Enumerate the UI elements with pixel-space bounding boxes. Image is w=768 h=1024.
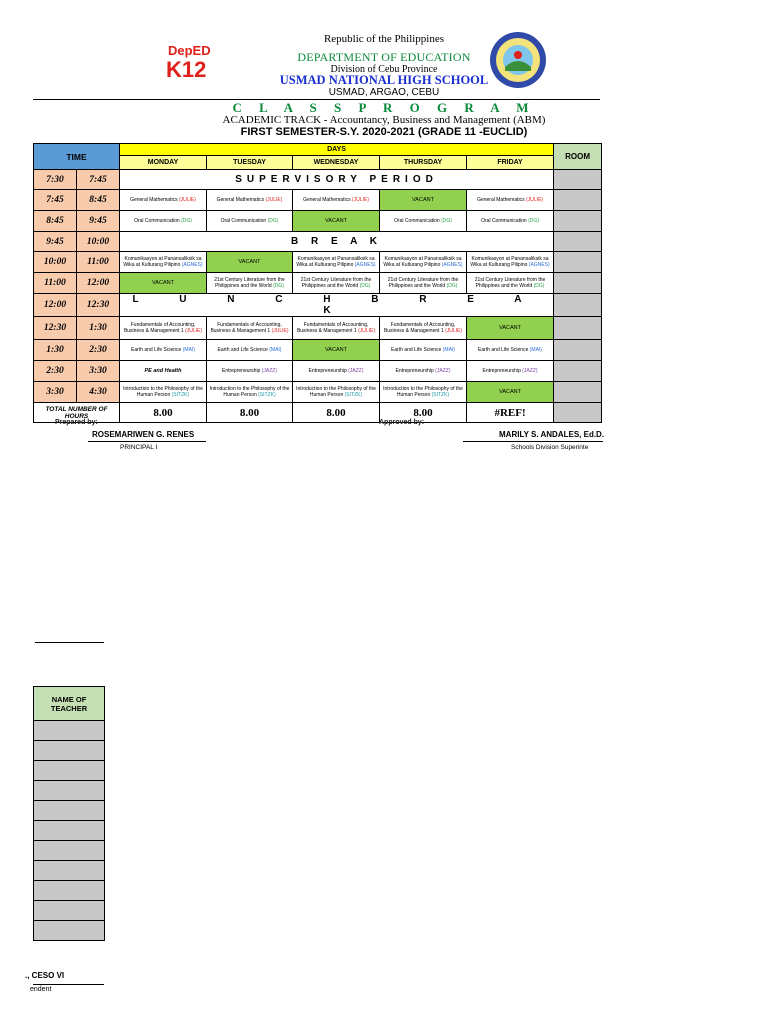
subject-cell: Earth and Life Science (MAI)	[207, 340, 293, 361]
subject-cell: Oral Communication (DG)	[120, 211, 207, 232]
room-cell	[554, 340, 602, 361]
ceso-line	[33, 984, 104, 985]
day-friday: FRIDAY	[467, 156, 554, 170]
teacher-cell	[34, 861, 105, 881]
division-name: Division of Cebu Province	[330, 64, 438, 75]
room-cell	[554, 211, 602, 232]
table-row	[34, 340, 602, 361]
room-cell	[554, 170, 602, 190]
time-end: 8:45	[77, 190, 120, 211]
time-start: 12:00	[34, 294, 77, 317]
subject-cell: Introduction to the Philosophy of the Human Person (SITZK)	[380, 382, 467, 403]
subject-cell: Earth and Life Science (MAI)	[380, 340, 467, 361]
time-end: 9:45	[77, 211, 120, 232]
time-start: 9:45	[34, 232, 77, 252]
time-start: 10:00	[34, 252, 77, 273]
table-row	[34, 211, 602, 232]
subject-cell: Komunikasyon at Panansaliksik sa Wika at Kulturang Pilipino (AGNES)	[467, 252, 554, 273]
subject-cell: Earth and Life Science (MAI)	[120, 340, 207, 361]
approver-signature-line	[463, 441, 603, 442]
time-end: 12:00	[77, 273, 120, 294]
teacher-cell	[34, 761, 105, 781]
room-cell	[554, 252, 602, 273]
time-start: 12:30	[34, 317, 77, 340]
day-wednesday: WEDNESDAY	[293, 156, 380, 170]
subject-cell: Introduction to the Philosophy of the Human Person (SITZK)	[293, 382, 380, 403]
teacher-cell	[34, 801, 105, 821]
vacant-cell: VACANT	[380, 190, 467, 211]
preparer-name: ROSEMARIWEN G. RENES	[92, 430, 195, 439]
time-end: 2:30	[77, 340, 120, 361]
time-start: 11:00	[34, 273, 77, 294]
time-end: 4:30	[77, 382, 120, 403]
table-row	[34, 294, 602, 317]
subject-cell: Komunikasyon at Panansaliksik sa Wika at Kulturang Pilipino (AGNES)	[380, 252, 467, 273]
teacher-cell	[34, 721, 105, 741]
subject-cell: Komunikasyon at Panansaliksik sa Wika at Kulturang Pilipino (AGNES)	[293, 252, 380, 273]
class-program-title: C L A S S P R O G R A M	[232, 100, 536, 115]
svg-text:DepED: DepED	[168, 43, 211, 58]
teacher-table	[33, 686, 105, 941]
subject-cell: Fundamentals of Accounting, Business & Management 1 (JULIE)	[120, 317, 207, 340]
subject-cell: 21st Century Literature from the Philippines and the World (DG)	[207, 273, 293, 294]
table-row	[34, 317, 602, 340]
day-tuesday: TUESDAY	[207, 156, 293, 170]
subject-cell: General Mathematics (JULIE)	[293, 190, 380, 211]
subject-cell: Oral Communication (DG)	[467, 211, 554, 232]
subject-cell: General Mathematics (JULIE)	[120, 190, 207, 211]
time-start: 1:30	[34, 340, 77, 361]
time-start: 7:45	[34, 190, 77, 211]
subject-cell: Fundamentals of Accounting, Business & Management 1 (JULIE)	[293, 317, 380, 340]
school-name: USMAD NATIONAL HIGH SCHOOL	[279, 73, 489, 87]
room-cell	[554, 273, 602, 294]
teacher-cell	[34, 921, 105, 941]
teacher-cell	[34, 741, 105, 761]
section-rule	[35, 642, 104, 643]
lunch-break-row: L U N C H B R E A K	[120, 294, 554, 317]
table-row	[34, 382, 602, 403]
total-hours-label: TOTAL NUMBER OF HOURS	[34, 403, 120, 423]
vacant-cell: VACANT	[293, 211, 380, 232]
total-wednesday: 8.00	[293, 403, 380, 423]
subject-cell: 21st Century Literature from the Philippines and the World (DG)	[467, 273, 554, 294]
time-start: 3:30	[34, 382, 77, 403]
room-cell	[554, 403, 602, 423]
approver-title: Schools Division Superinte	[511, 444, 589, 451]
room-cell	[554, 294, 602, 317]
time-end: 11:00	[77, 252, 120, 273]
time-end: 12:30	[77, 294, 120, 317]
endent-text: endent	[30, 986, 52, 993]
republic-line: Republic of the Philippines	[323, 33, 445, 45]
time-header: TIME	[34, 144, 120, 170]
subject-cell: General Mathematics (JULIE)	[207, 190, 293, 211]
room-cell	[554, 190, 602, 211]
subject-cell: Earth and Life Science (MAI)	[467, 340, 554, 361]
approver-name: MARILY S. ANDALES, Ed.D.	[499, 430, 605, 439]
subject-cell: Introduction to the Philosophy of the Human Person (SITZK)	[120, 382, 207, 403]
table-row	[34, 273, 602, 294]
subject-cell: Fundamentals of Accounting, Business & Management 1 (JULIE)	[380, 317, 467, 340]
svg-text:K12: K12	[166, 57, 207, 79]
room-header: ROOM	[554, 144, 602, 170]
room-cell	[554, 382, 602, 403]
vacant-cell: VACANT	[467, 382, 554, 403]
total-thursday: 8.00	[380, 403, 467, 423]
subject-cell: 21st Century Literature from the Philippines and the World (DG)	[293, 273, 380, 294]
subject-cell: Entrepreneurship (JAZZ)	[207, 361, 293, 382]
table-row	[34, 361, 602, 382]
time-end: 7:45	[77, 170, 120, 190]
subject-cell: Oral Communication (DG)	[207, 211, 293, 232]
subject-cell: Entrepreneurship (JAZZ)	[380, 361, 467, 382]
time-end: 1:30	[77, 317, 120, 340]
track-title: ACADEMIC TRACK - Accountancy, Business and Management (ABM)	[222, 114, 546, 126]
vacant-cell: VACANT	[467, 317, 554, 340]
time-end: 3:30	[77, 361, 120, 382]
supervisory-period: SUPERVISORY PERIOD	[120, 170, 554, 190]
subject-cell: Fundamentals of Accounting, Business & Management 1 (JULIE)	[207, 317, 293, 340]
prepared-by-label: Prepared by:	[55, 419, 98, 426]
subject-cell: Entrepreneurship (JAZZ)	[467, 361, 554, 382]
time-start: 8:45	[34, 211, 77, 232]
totals-row	[34, 403, 602, 423]
subject-cell: PE and Health	[120, 361, 207, 382]
teacher-cell	[34, 821, 105, 841]
time-end: 10:00	[77, 232, 120, 252]
subject-cell: Entrepreneurship (JAZZ)	[293, 361, 380, 382]
time-start: 7:30	[34, 170, 77, 190]
department-name: DEPARTMENT OF EDUCATION	[297, 50, 471, 64]
class-schedule-table	[33, 143, 602, 423]
subject-cell: General Mathematics (JULIE)	[467, 190, 554, 211]
time-start: 2:30	[34, 361, 77, 382]
preparer-title: PRINCIPAL I	[120, 444, 158, 451]
room-cell	[554, 232, 602, 252]
break-row: B R E A K	[120, 232, 554, 252]
school-address: USMAD, ARGAO, CEBU	[328, 87, 440, 98]
total-tuesday: 8.00	[207, 403, 293, 423]
vacant-cell: VACANT	[120, 273, 207, 294]
approved-by-label: Approved by:	[379, 419, 425, 426]
subject-cell: 21st Century Literature from the Philippines and the World (DG)	[380, 273, 467, 294]
table-row	[34, 190, 602, 211]
teacher-header: NAME OF TEACHER	[34, 687, 105, 721]
semester-title: FIRST SEMESTER-S.Y. 2020-2021 (GRADE 11 -EUCLID)	[240, 126, 528, 138]
vacant-cell: VACANT	[293, 340, 380, 361]
preparer-signature-line	[88, 441, 206, 442]
total-friday: #REF!	[467, 403, 554, 423]
subject-cell: Oral Communication (DG)	[380, 211, 467, 232]
teacher-cell	[34, 881, 105, 901]
room-cell	[554, 317, 602, 340]
vacant-cell: VACANT	[207, 252, 293, 273]
room-cell	[554, 361, 602, 382]
ceso-text: ., CESO VI	[25, 971, 65, 980]
teacher-cell	[34, 901, 105, 921]
days-header: DAYS	[120, 144, 554, 156]
teacher-cell	[34, 781, 105, 801]
table-row	[34, 252, 602, 273]
subject-cell: Introduction to the Philosophy of the Human Person (SITZK)	[207, 382, 293, 403]
day-monday: MONDAY	[120, 156, 207, 170]
total-monday: 8.00	[120, 403, 207, 423]
table-row	[34, 232, 602, 252]
subject-cell: Komunikasyon at Panansaliksik sa Wika at Kulturang Pilipino (AGNES)	[120, 252, 207, 273]
day-thursday: THURSDAY	[380, 156, 467, 170]
teacher-cell	[34, 841, 105, 861]
table-row	[34, 170, 602, 190]
